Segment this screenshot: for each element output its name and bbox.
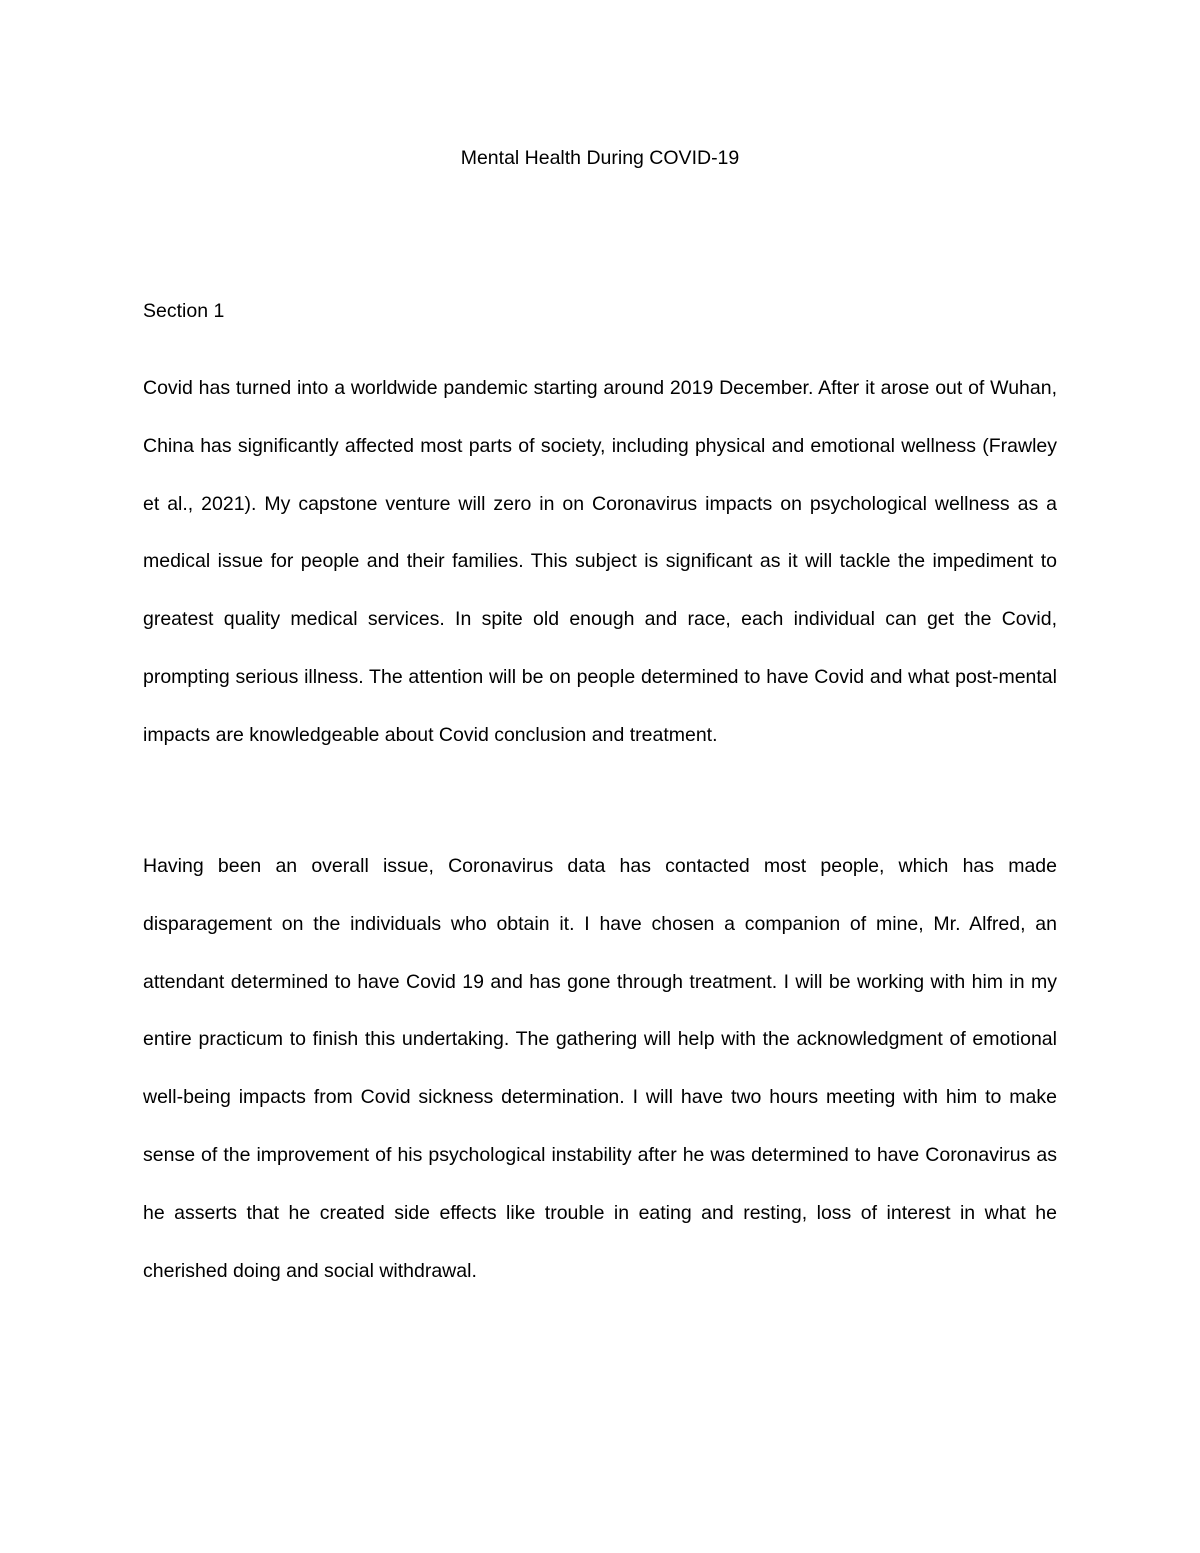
section-heading: Section 1 — [143, 300, 225, 322]
body-paragraph-1: Covid has turned into a worldwide pandemic starting around 2019 December. After it arose out of Wuhan, China has significantly affected most parts of society, including physical and emotional wellness (Frawley et al., 2021). My capstone venture will zero in on Coronavirus impacts on psychological wellness as a medical issue for people and their families. This subject is significant as it will tackle the impediment to greatest quality medical services. In spite old enough and race, each individual can get the Covid, prompting serious illness. The attention will be on people determined to have Covid and what post-mental impacts are knowledgeable about Covid conclusion and treatment. — [143, 377, 1057, 746]
document-title: Mental Health During COVID-19 — [460, 147, 740, 169]
body-paragraph-2: Having been an overall issue, Coronavirus data has contacted most people, which has made disparagement on the individuals who obtain it. I have chosen a companion of mine, Mr. Alfred, an attendant determined to have Covid 19 and has gone through treatment. I will be working with him in my entire practicum to finish this undertaking. The gathering will help with the acknowledgment of emotional well-being impacts from Covid sickness determination. I will have two hours meeting with him to make sense of the improvement of his psychological instability after he was determined to have Coronavirus as he asserts that he created side effects like trouble in eating and resting, loss of interest in what he cherished doing and social withdrawal. — [143, 855, 1057, 1282]
